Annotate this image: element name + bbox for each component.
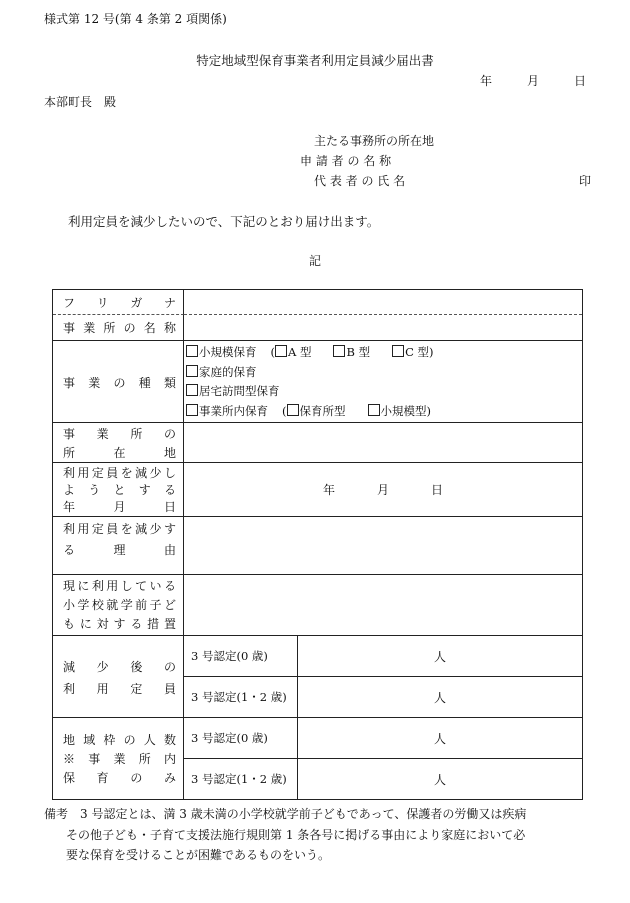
option-line-home-based — [186, 363, 582, 383]
reduce-date-input[interactable] — [184, 463, 582, 517]
reason-label-line2: る 理 由 — [63, 543, 176, 557]
type-a-label: A 型 — [288, 345, 312, 359]
document-title: 特定地域型保育事業者利用定員減少届出書 — [196, 53, 434, 68]
home-visit-label: 居宅訪問型保育 — [199, 384, 280, 398]
business-type-label-cell — [53, 341, 184, 423]
reason-label-cell — [53, 517, 184, 575]
office-location-label-line1: 事 業 所 の — [63, 427, 176, 441]
measures-input[interactable] — [184, 575, 582, 636]
office-name-input[interactable] — [184, 315, 582, 341]
nursery-type-label: 保育所型 — [299, 403, 346, 418]
small-scale-checkbox[interactable] — [186, 345, 198, 357]
workplace-checkbox[interactable] — [186, 404, 198, 416]
reduce-date-day: 日 — [431, 483, 444, 497]
reason-label-line1: 利用定員を減少す — [63, 522, 176, 536]
measures-label-line1: 現に利用している — [63, 579, 176, 593]
reduce-date-label-cell — [53, 463, 184, 517]
remarks-line3: 要な保育を受けることが困難であるものをいう。 — [66, 848, 331, 862]
office-name-label-cell — [53, 315, 184, 341]
seal-mark: 印 — [579, 174, 592, 188]
regional-label-cell — [53, 718, 184, 799]
remarks-line1: 備考 3 号認定とは、満 3 歳未満の小学校就学前子どもであって、保護者の労働又は疾病 — [44, 807, 527, 821]
office-location-label-line2: 所 在 地 — [63, 446, 176, 460]
nursery-type-checkbox[interactable] — [287, 404, 299, 416]
body-text: 利用定員を減少したいので、下記のとおり届け出ます。 — [68, 214, 380, 229]
type-c-checkbox[interactable] — [392, 345, 404, 357]
reduce-date-label-line2: ようとする — [63, 483, 176, 497]
small-type-label: 小規模型 — [380, 403, 427, 418]
measures-label-line3: もに対する措置 — [63, 617, 176, 631]
reduce-date-label-line3: 年 月 日 — [63, 500, 176, 514]
regional-cert3-age12-input[interactable] — [298, 759, 582, 799]
office-location-input[interactable] — [184, 423, 582, 463]
reduce-date-month: 月 — [376, 483, 389, 497]
measures-label-line2: 小学校就学前子ど — [63, 598, 176, 612]
remarks-note — [44, 804, 604, 866]
after-cert3-age12-unit: 人 — [433, 690, 446, 705]
regional-label-line3: 保 育 の み — [63, 771, 176, 785]
reduce-date-label-line1: 利用定員を減少し — [63, 466, 176, 480]
option-line-workplace: 事業所内保育 ( 保育所型 小規模型) — [186, 402, 582, 422]
after-capacity-label-line1: 減 少 後 の — [63, 659, 176, 674]
reduce-date-year: 年 — [322, 483, 335, 497]
date-day-label: 日 — [574, 74, 587, 88]
home-based-checkbox[interactable] — [186, 365, 198, 377]
small-scale-label: 小規模保育 — [199, 345, 257, 359]
after-capacity-label-line2: 利 用 定 員 — [63, 681, 176, 696]
after-cert3-age0-unit: 人 — [433, 649, 446, 664]
representative-name-label: 代 表 者 の 氏 名 — [314, 174, 406, 188]
after-cert3-age0-label: 3 号認定(0 歳) — [184, 636, 298, 677]
home-based-label: 家庭的保育 — [199, 364, 257, 379]
applicant-name-label: 申 請 者 の 名 称 — [300, 154, 392, 168]
type-b-checkbox[interactable] — [333, 345, 345, 357]
regional-label-line2: ※ 事 業 所 内 — [63, 752, 176, 766]
furigana-label-cell — [53, 290, 184, 315]
regional-cert3-age0-unit: 人 — [433, 731, 446, 746]
home-visit-checkbox[interactable] — [186, 384, 198, 396]
ki-heading: 記 — [308, 254, 321, 268]
business-type-options — [184, 341, 582, 423]
office-location-label-cell — [53, 423, 184, 463]
regional-cert3-age12-unit: 人 — [433, 772, 446, 787]
after-cert3-age12-label: 3 号認定(1・2 歳) — [184, 677, 298, 718]
form-table — [52, 289, 583, 800]
office-address-label: 主たる事務所の所在地 — [314, 134, 435, 148]
type-a-checkbox[interactable] — [275, 345, 287, 357]
option-line-home-visit — [186, 382, 582, 402]
regional-cert3-age0-input[interactable] — [298, 718, 582, 759]
after-cert3-age0-input[interactable] — [298, 636, 582, 677]
type-b-label: B 型 — [346, 345, 371, 359]
furigana-label: フ リ ガ ナ — [63, 296, 176, 310]
business-type-label: 事 業 の 種 類 — [63, 375, 176, 390]
remarks-line2: その他子ども・子育て支援法施行規則第 1 条各号に掲げる事由により家庭において必 — [66, 827, 526, 842]
recipient: 本部町長 殿 — [44, 95, 117, 109]
regional-cert3-age12-label: 3 号認定(1・2 歳) — [184, 759, 298, 799]
form-number: 様式第 12 号(第 4 条第 2 項関係) — [44, 12, 227, 26]
office-name-label: 事業所の名称 — [63, 321, 176, 335]
date-year-label: 年 — [480, 74, 493, 88]
measures-label-cell — [53, 575, 184, 636]
date-month-label: 月 — [527, 74, 540, 88]
type-c-label: C 型 — [405, 345, 430, 359]
after-cert3-age12-input[interactable] — [298, 677, 582, 718]
regional-label-line1: 地域枠の人数 — [63, 733, 176, 747]
option-line-small-scale: 小規模保育 ( A 型 B 型 C 型) — [186, 343, 582, 363]
reason-input[interactable] — [184, 517, 582, 575]
regional-cert3-age0-label: 3 号認定(0 歳) — [184, 718, 298, 759]
workplace-label: 事業所内保育 — [199, 403, 268, 418]
small-type-checkbox[interactable] — [368, 404, 380, 416]
after-capacity-label-cell — [53, 636, 184, 718]
furigana-input[interactable] — [184, 290, 582, 315]
